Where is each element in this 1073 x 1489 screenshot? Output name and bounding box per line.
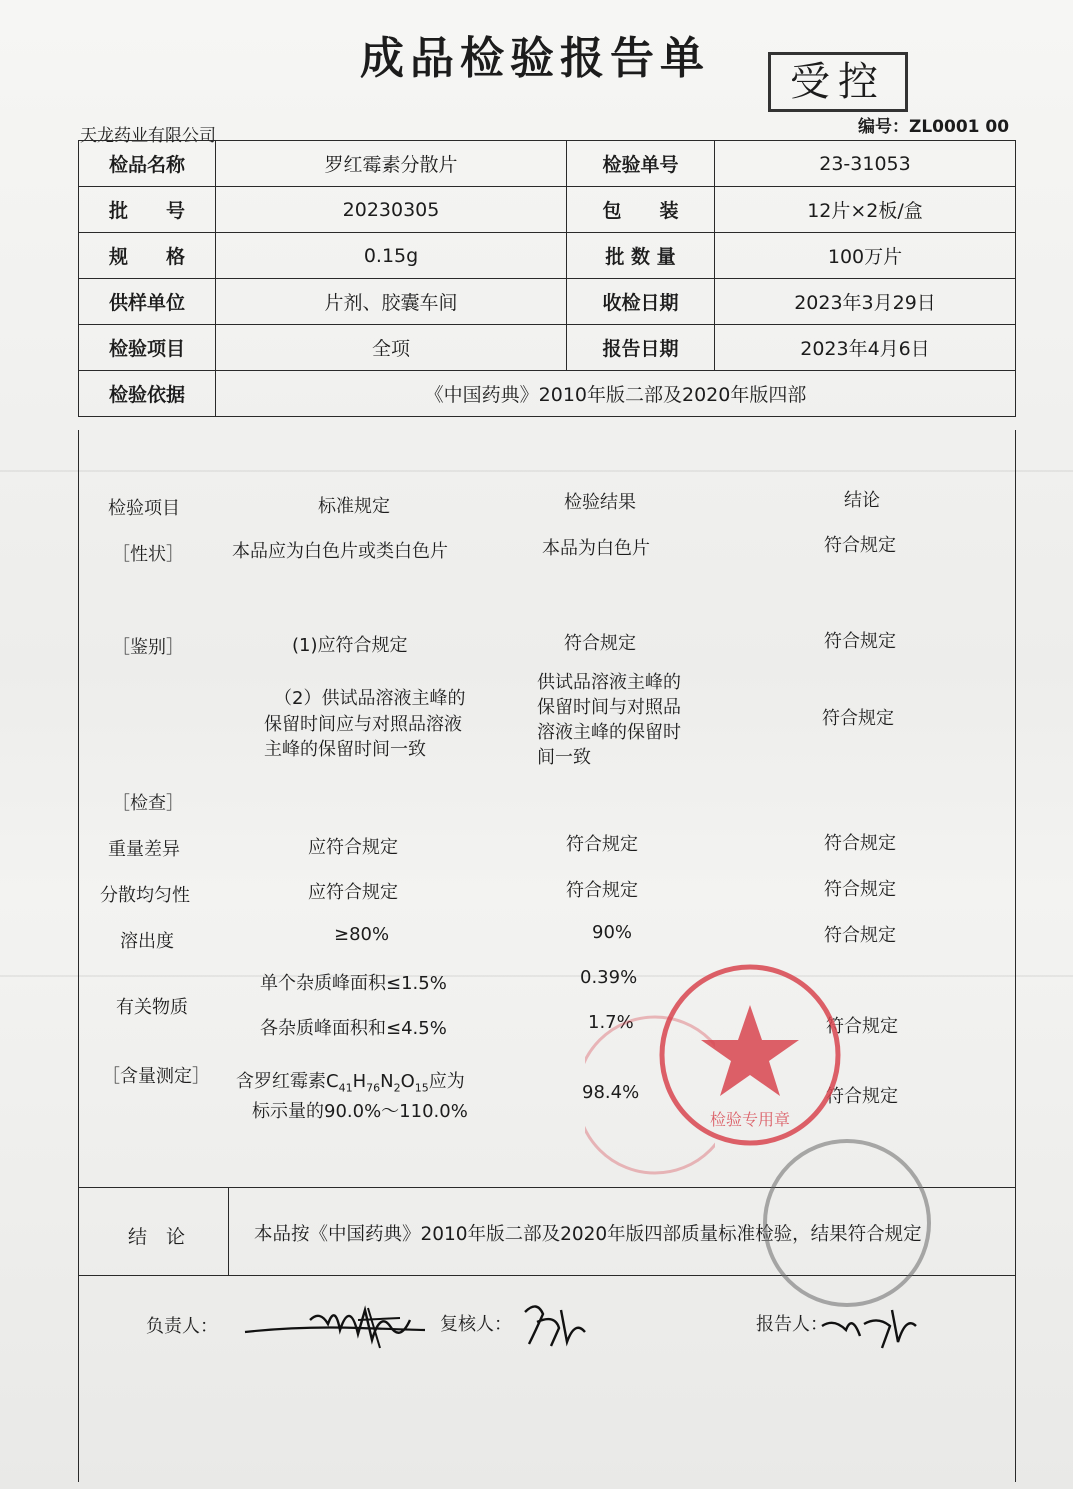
- document-number: 编号：ZL0001 00: [858, 117, 1010, 137]
- assay-standard-line1: [236, 1067, 465, 1095]
- controlled-stamp: 受控: [768, 52, 908, 112]
- info-value: 2023年3月29日: [715, 279, 1016, 325]
- section-assay: ［含量测定］: [102, 1066, 210, 1087]
- section-inspection: ［检查］: [112, 793, 184, 814]
- faint-seal: [585, 1010, 715, 1180]
- disp-item: 分散均匀性: [100, 885, 190, 906]
- ident2-conclusion: 符合规定: [822, 708, 894, 729]
- info-value: 片剂、胶囊车间: [216, 279, 567, 325]
- related2-conclusion: 符合规定: [826, 1016, 898, 1037]
- header-conclusion: 结论: [844, 490, 880, 511]
- seal-bottom-text: 检验专用章: [709, 1110, 791, 1129]
- assay-prefix: 含罗红霉素C: [236, 1071, 339, 1092]
- weight-item: 重量差异: [108, 839, 180, 860]
- info-label: 规 格: [79, 233, 216, 279]
- ident2-result-line: 溶液主峰的保留时: [537, 722, 681, 743]
- info-row: [79, 325, 1016, 371]
- formula-subscript: 41: [338, 1081, 353, 1095]
- info-row: [79, 187, 1016, 233]
- final-value: 本品按《中国药典》2010年版二部及2020年版四部质量标准检验，结果符合规定: [254, 1224, 922, 1245]
- info-label: 检验项目: [79, 325, 216, 371]
- ident1-standard: (1)应符合规定: [292, 635, 408, 656]
- info-value: 20230305: [216, 187, 567, 233]
- formula-element: O: [400, 1071, 415, 1092]
- table-divider: [228, 1187, 229, 1275]
- ident2-standard-line: 主峰的保留时间一致: [264, 739, 426, 760]
- info-label: 报告日期: [567, 325, 715, 371]
- responsible-signature: [240, 1290, 430, 1360]
- final-label: 结 论: [128, 1226, 186, 1248]
- info-label: 检验单号: [567, 141, 715, 187]
- section-identification: ［鉴别］: [112, 637, 184, 658]
- appearance-result: 本品为白色片: [542, 538, 650, 559]
- ident1-result: 符合规定: [564, 633, 636, 654]
- ident1-conclusion: 符合规定: [824, 631, 896, 652]
- appearance-standard: 本品应为白色片或类白色片: [232, 541, 448, 562]
- weight-conclusion: 符合规定: [824, 833, 896, 854]
- info-row: [79, 279, 1016, 325]
- section-appearance: ［性状］: [112, 544, 184, 565]
- info-label: 包 装: [567, 187, 715, 233]
- info-value: 0.15g: [216, 233, 567, 279]
- report-title: 成品检验报告单: [360, 33, 710, 84]
- info-row: [79, 233, 1016, 279]
- header-standard: 标准规定: [318, 496, 390, 517]
- related2-result: 1.7%: [588, 1012, 634, 1033]
- ident2-result-line: 保留时间与对照品: [537, 697, 681, 718]
- ident2-result-line: 间一致: [537, 747, 591, 768]
- formula-element: N: [380, 1071, 394, 1092]
- info-table: [78, 140, 1016, 417]
- info-row: [79, 371, 1016, 417]
- assay-standard-line2: 标示量的90.0%～110.0%: [252, 1101, 468, 1122]
- weight-result: 符合规定: [566, 834, 638, 855]
- assay-suffix: 应为: [428, 1071, 465, 1092]
- gray-seal: [752, 1128, 932, 1318]
- related2-standard: 各杂质峰面积和≤4.5%: [260, 1018, 447, 1039]
- dissolution-item: 溶出度: [120, 931, 174, 952]
- disp-standard: 应符合规定: [308, 882, 398, 903]
- formula-subscript: 2: [393, 1081, 401, 1095]
- info-value: 23-31053: [715, 141, 1016, 187]
- formula-element: H: [352, 1071, 367, 1092]
- info-row: [79, 141, 1016, 187]
- formula-subscript: 76: [366, 1081, 381, 1095]
- disp-result: 符合规定: [566, 880, 638, 901]
- info-value: 罗红霉素分散片: [216, 141, 567, 187]
- related1-standard: 单个杂质峰面积≤1.5%: [260, 973, 447, 994]
- weight-standard: 应符合规定: [308, 837, 398, 858]
- header-item: 检验项目: [108, 498, 180, 519]
- info-label: 批 数 量: [567, 233, 715, 279]
- reviewer-label: 复核人：: [440, 1314, 512, 1335]
- dissolution-result: 90%: [592, 922, 633, 943]
- info-value: 100万片: [715, 233, 1016, 279]
- ident2-standard-line: 保留时间应与对照品溶液: [264, 714, 462, 735]
- ident2-result-line: 供试品溶液主峰的: [537, 672, 681, 693]
- reviewer-signature: [515, 1292, 595, 1352]
- disp-conclusion: 符合规定: [824, 879, 896, 900]
- basis-label: 检验依据: [79, 371, 216, 417]
- info-label: 收检日期: [567, 279, 715, 325]
- related1-result: 0.39%: [580, 967, 638, 988]
- assay-result: 98.4%: [582, 1082, 640, 1103]
- header-result: 检验结果: [564, 492, 636, 513]
- appearance-conclusion: 符合规定: [824, 535, 896, 556]
- reporter-label: 报告人：: [756, 1314, 828, 1335]
- ident2-standard-line: （2）供试品溶液主峰的: [274, 688, 466, 709]
- company-name: 天龙药业有限公司: [80, 126, 216, 146]
- basis-value: 《中国药典》2010年版二部及2020年版四部: [216, 371, 1016, 417]
- info-label: 供样单位: [79, 279, 216, 325]
- info-value: 12片×2板/盒: [715, 187, 1016, 233]
- info-label: 批 号: [79, 187, 216, 233]
- dissolution-standard: ≥80%: [334, 924, 390, 945]
- info-label: 检品名称: [79, 141, 216, 187]
- dissolution-conclusion: 符合规定: [824, 925, 896, 946]
- related-item: 有关物质: [116, 997, 188, 1018]
- responsible-label: 负责人：: [146, 1316, 218, 1337]
- info-value: 2023年4月6日: [715, 325, 1016, 371]
- info-value: 全项: [216, 325, 567, 371]
- assay-conclusion: 符合规定: [826, 1086, 898, 1107]
- formula-subscript: 15: [414, 1081, 429, 1095]
